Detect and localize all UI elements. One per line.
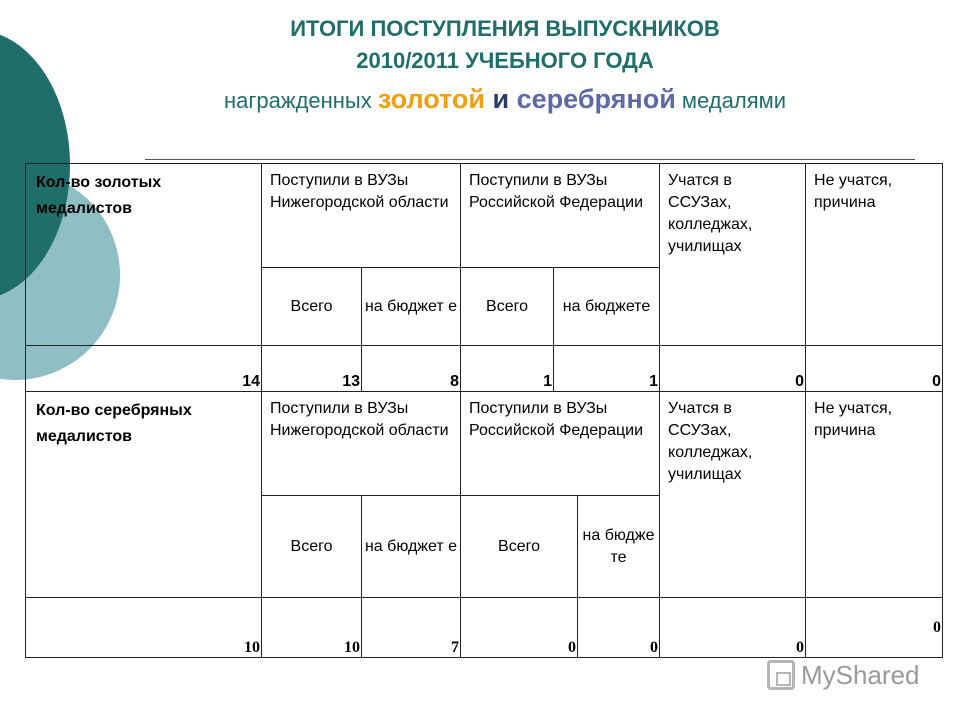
value-cell: 8 — [362, 346, 461, 392]
subheader-total: Всего — [262, 496, 362, 598]
presentation-icon — [767, 660, 795, 690]
watermark-logo — [767, 655, 937, 695]
title-divider — [145, 159, 915, 160]
subheader-budget: на бюдже те — [578, 496, 660, 598]
subheader-budget: на бюджет е — [362, 496, 461, 598]
subheader-total: Всего — [262, 268, 362, 346]
header-not-study: Не учатся, причина — [806, 164, 943, 346]
subtitle-pre: награжденных — [223, 88, 378, 113]
table-row — [26, 598, 943, 658]
value-cell: 0 — [806, 598, 943, 658]
header-not-study: Не учатся, причина — [806, 392, 943, 598]
value-cell: 14 — [26, 346, 262, 392]
value-cell: 10 — [262, 598, 362, 658]
subtitle-and: и — [485, 84, 517, 114]
header-russia: Поступили в ВУЗы Российской Федерации — [461, 164, 660, 268]
value-cell: 0 — [806, 346, 943, 392]
value-cell: 1 — [461, 346, 554, 392]
table-row — [26, 346, 943, 392]
header-russia: Поступили в ВУЗы Российской Федерации — [461, 392, 660, 496]
value-cell: 0 — [578, 598, 660, 658]
silver-label: Кол-во серебряных медалистов — [26, 392, 262, 598]
subtitle-post: медалями — [675, 88, 787, 113]
gold-label: Кол-во золотых медалистов — [26, 164, 262, 346]
gold-medalists-table — [25, 163, 943, 392]
subtitle-silver: серебряной — [516, 84, 676, 114]
silver-medalists-table — [25, 391, 943, 658]
watermark-text: MyShared — [801, 659, 920, 690]
subtitle — [130, 84, 880, 115]
header-nizhny: Поступили в ВУЗы Нижегородской области — [262, 164, 461, 268]
header-ssuz: Учатся в ССУЗах, колледжах, училищах — [660, 164, 806, 346]
subheader-budget: на бюджет е — [362, 268, 461, 346]
value-cell: 7 — [362, 598, 461, 658]
header-ssuz: Учатся в ССУЗах, колледжах, училищах — [660, 392, 806, 598]
subheader-budget: на бюджете — [554, 268, 660, 346]
subtitle-gold: золотой — [377, 84, 486, 114]
value-cell: 0 — [461, 598, 578, 658]
title-line-2: 2010/2011 УЧЕБНОГО ГОДА — [356, 48, 654, 73]
title-line-1: ИТОГИ ПОСТУПЛЕНИЯ ВЫПУСКНИКОВ — [290, 16, 720, 41]
header-nizhny: Поступили в ВУЗы Нижегородской области — [262, 392, 461, 496]
value-cell: 13 — [262, 346, 362, 392]
value-cell: 0 — [660, 346, 806, 392]
subheader-total: Всего — [461, 496, 578, 598]
value-cell: 1 — [554, 346, 660, 392]
value-cell: 0 — [660, 598, 806, 658]
value-cell: 10 — [26, 598, 262, 658]
subheader-total: Всего — [461, 268, 554, 346]
